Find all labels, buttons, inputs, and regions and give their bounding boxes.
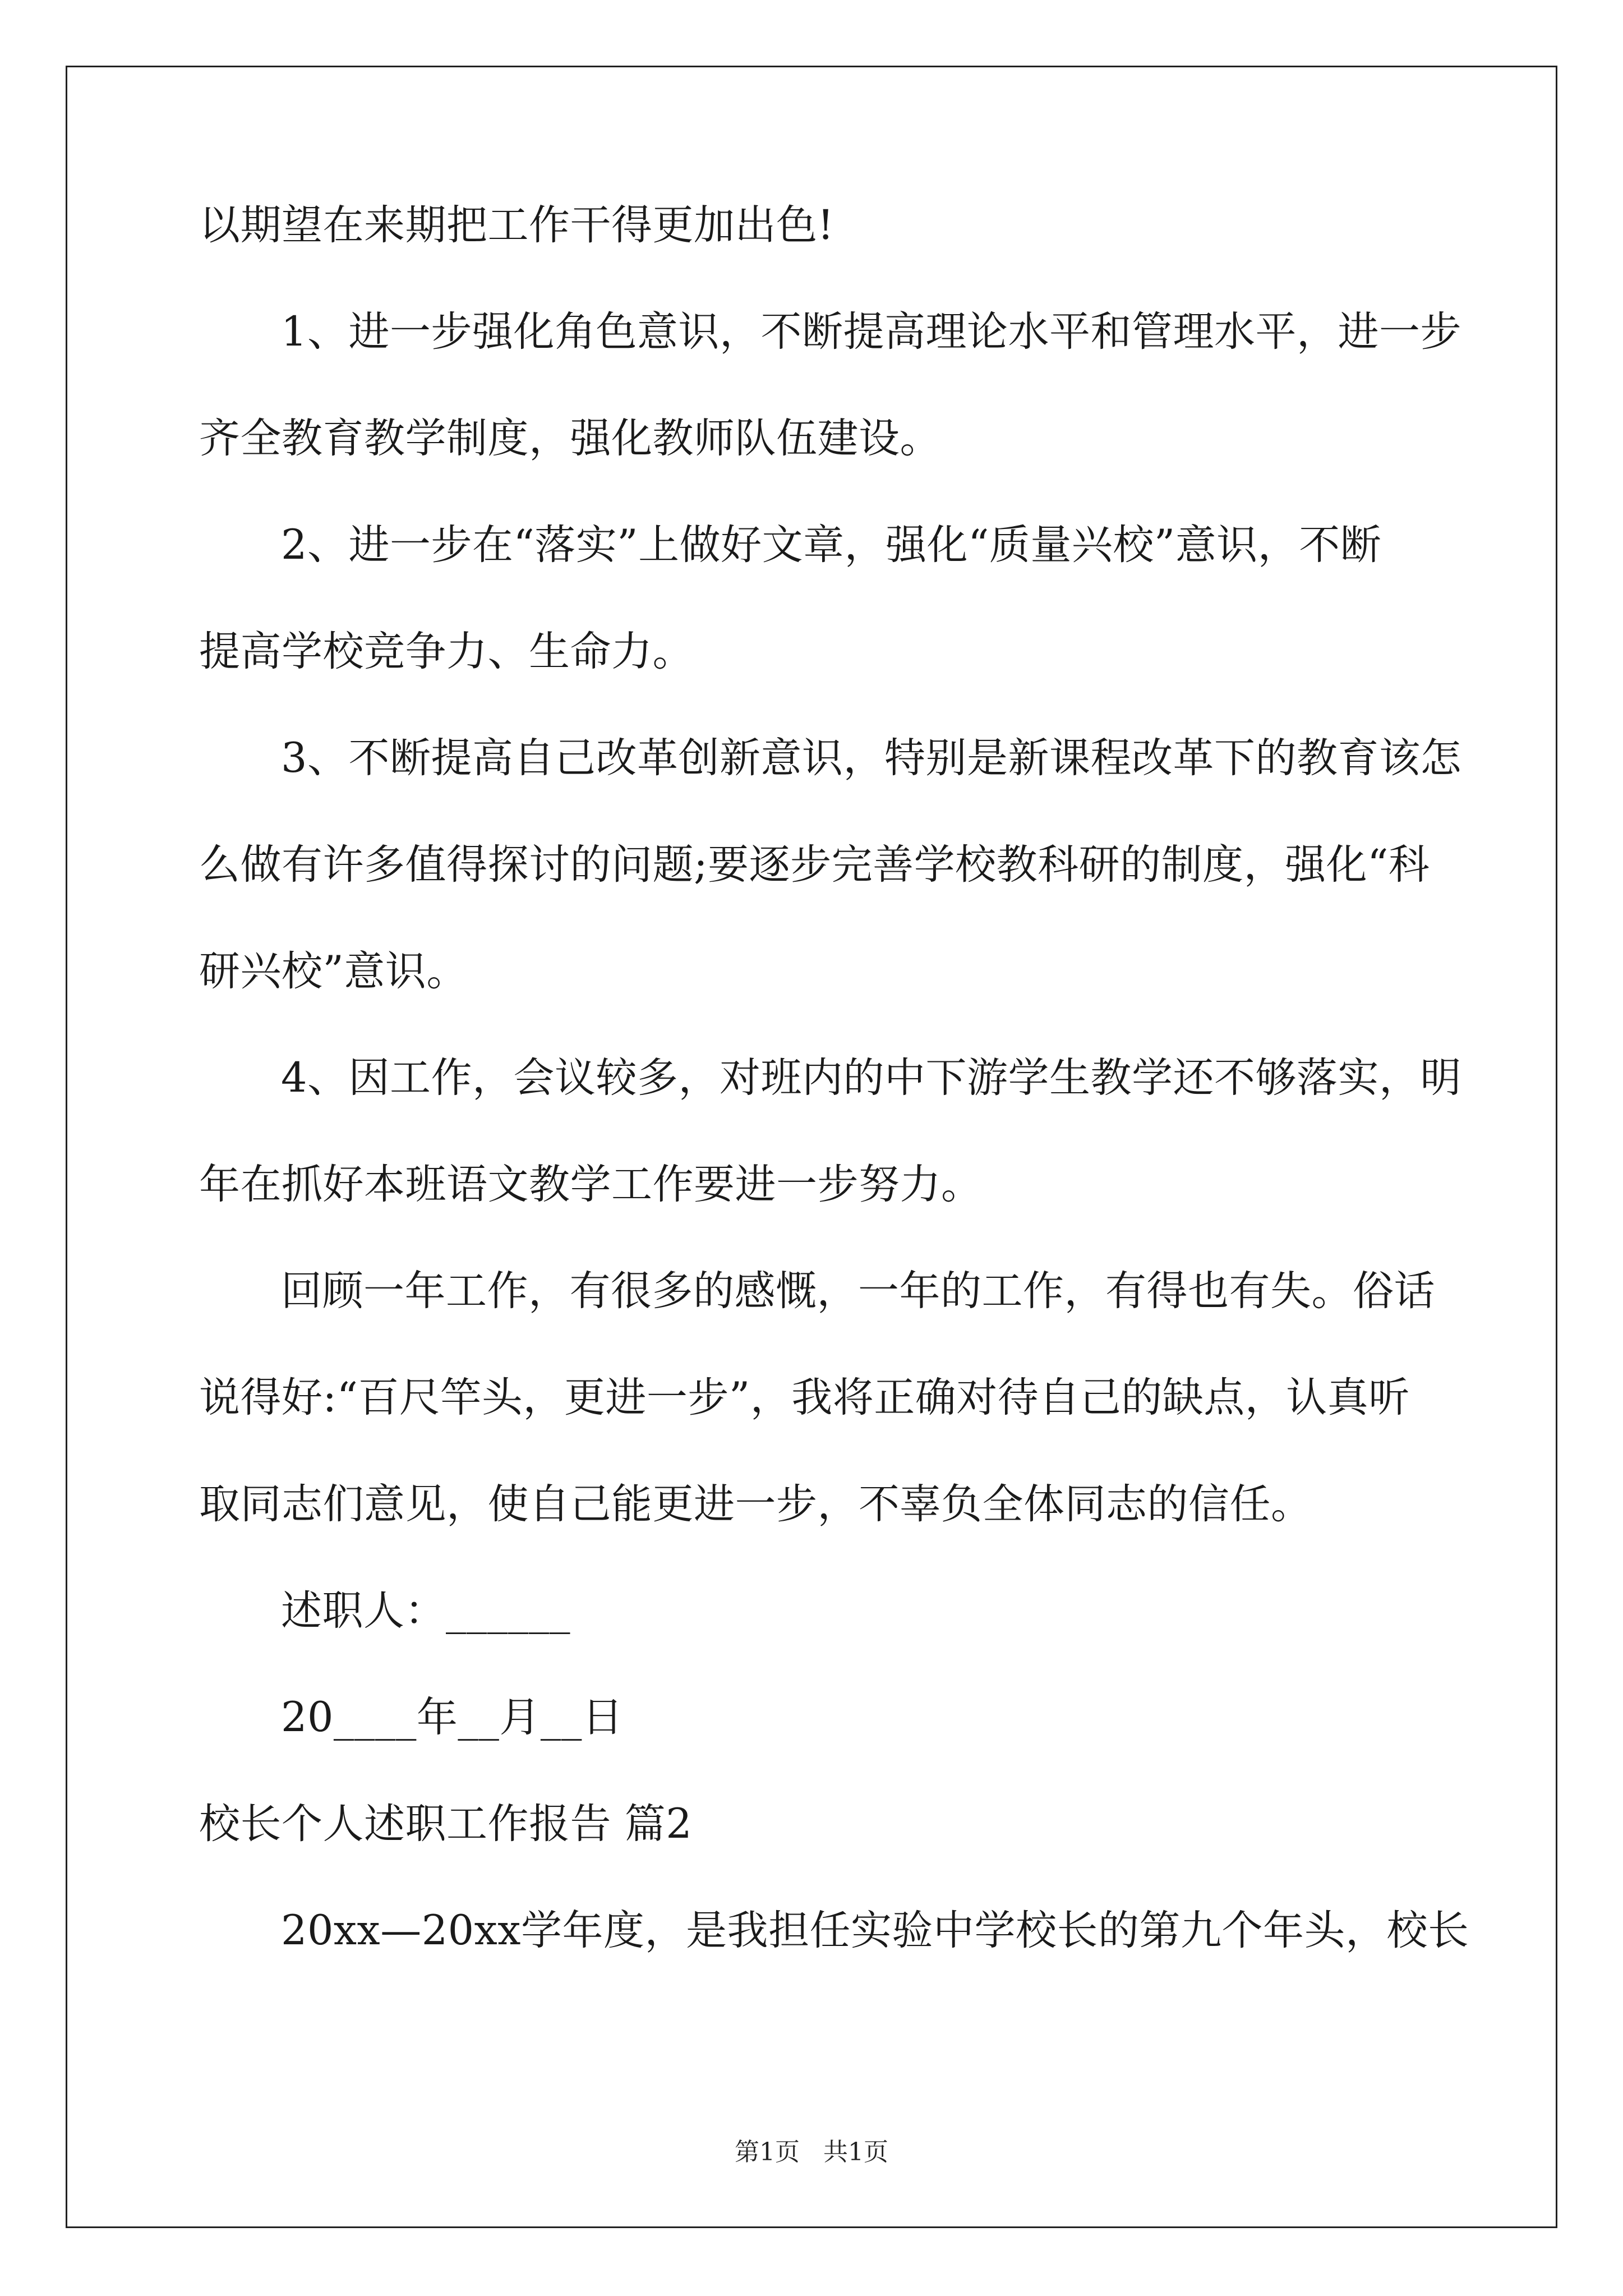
summary-paragraph-line-1: 回顾一年工作，有很多的感慨，一年的工作，有得也有失。俗话 xyxy=(281,1267,1435,1315)
list-item-4-line-2: 年在抓好本班语文教学工作要进一步努力。 xyxy=(199,1161,983,1208)
list-item-3-line-3: 研兴校”意识。 xyxy=(199,947,468,995)
signature-line: 述职人：______ xyxy=(281,1587,570,1635)
summary-paragraph-line-3: 取同志们意见，使自己能更进一步，不辜负全体同志的信任。 xyxy=(199,1480,1312,1528)
page-footer: 第1页 共1页 xyxy=(735,2138,888,2166)
list-item-4-line-1: 4、因工作，会议较多，对班内的中下游学生教学还不够落实，明 xyxy=(281,1054,1461,1102)
text-line: 以期望在来期把工作干得更加出色! xyxy=(199,201,834,249)
page-border xyxy=(66,66,1557,2228)
list-item-2-line-1: 2、进一步在“落实”上做好文章，强化“质量兴校”意识，不断 xyxy=(281,521,1382,569)
list-item-1-line-1: 1、进一步强化角色意识，不断提高理论水平和管理水平，进一步 xyxy=(281,308,1461,356)
list-item-2-line-2: 提高学校竞争力、生命力。 xyxy=(199,628,694,675)
list-item-3-line-2: 么做有许多值得探讨的问题;要逐步完善学校教科研的制度，强化“科 xyxy=(199,841,1430,889)
section-paragraph-line-1: 20xx—20xx学年度，是我担任实验中学校长的第九个年头，校长 xyxy=(281,1907,1469,1954)
date-line: 20____年__月__日 xyxy=(281,1694,624,1741)
summary-paragraph-line-2: 说得好:“百尺竿头，更进一步”，我将正确对待自己的缺点，认真听 xyxy=(199,1374,1410,1421)
list-item-1-line-2: 齐全教育教学制度，强化教师队伍建设。 xyxy=(199,415,941,462)
section-heading: 校长个人述职工作报告 篇2 xyxy=(199,1800,693,1848)
list-item-3-line-1: 3、不断提高自己改革创新意识，特别是新课程改革下的教育该怎 xyxy=(281,734,1461,782)
